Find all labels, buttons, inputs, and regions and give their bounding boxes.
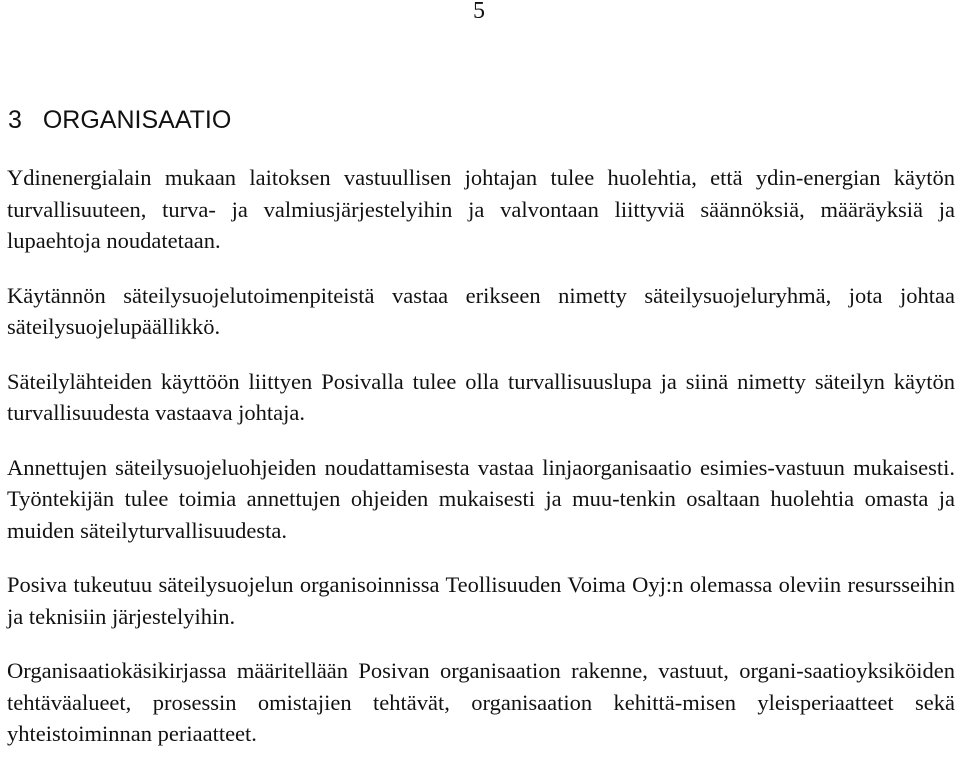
paragraph-safety-license: Säteilylähteiden käyttöön liittyen Posivalla tulee olla turvallisuuslupa ja siinä nimetty säteilyn käytön turvallisuudesta vastaava johtaja. [7,368,955,425]
paragraph-organisation-manual: Organisaatiokäsikirjassa määritellään Posivan organisaation rakenne, vastuut, organi-saatioyksiköiden tehtäväalueet, prosessin omistajien tehtävät, organisaation kehittä-misen yleisperiaatteet sekä yhteistoiminnan periaatteet. [7,658,955,746]
paragraph-radiation-protection-group: Käytännön säteilysuojelutoimenpiteistä vastaa erikseen nimetty säteilysuojeluryhmä, jota johtaa säteilysuojelupäällikkö. [7,282,955,339]
paragraph-responsibility: Ydinenergialain mukaan laitoksen vastuullisen johtajan tulee huolehtia, että ydin-energian käytön turvallisuuteen, turva- ja valmiusjärjestelyihin ja valvontaan liittyviä säännöksiä, määräyksiä ja lupaehtoja noudatetaan. [7,165,955,253]
section-heading: 3 ORGANISAATIO [8,106,232,134]
page-number: 5 [473,0,485,24]
paragraph-tvo-resources: Posiva tukeutuu säteilysuojelun organisoinnissa Teollisuuden Voima Oyj:n olemassa oleviin resursseihin ja teknisiin järjestelyihin. [7,572,955,629]
paragraph-line-organisation: Annettujen säteilysuojeluohjeiden noudattamisesta vastaa linjaorganisaatio esimies-vastuun mukaisesti. Työntekijän tulee toimia annettujen ohjeiden mukaisesti ja muu-tenkin osaltaan huolehtia omasta ja muiden säteilyturvallisuudesta. [7,454,955,543]
document-body [7,162,955,773]
